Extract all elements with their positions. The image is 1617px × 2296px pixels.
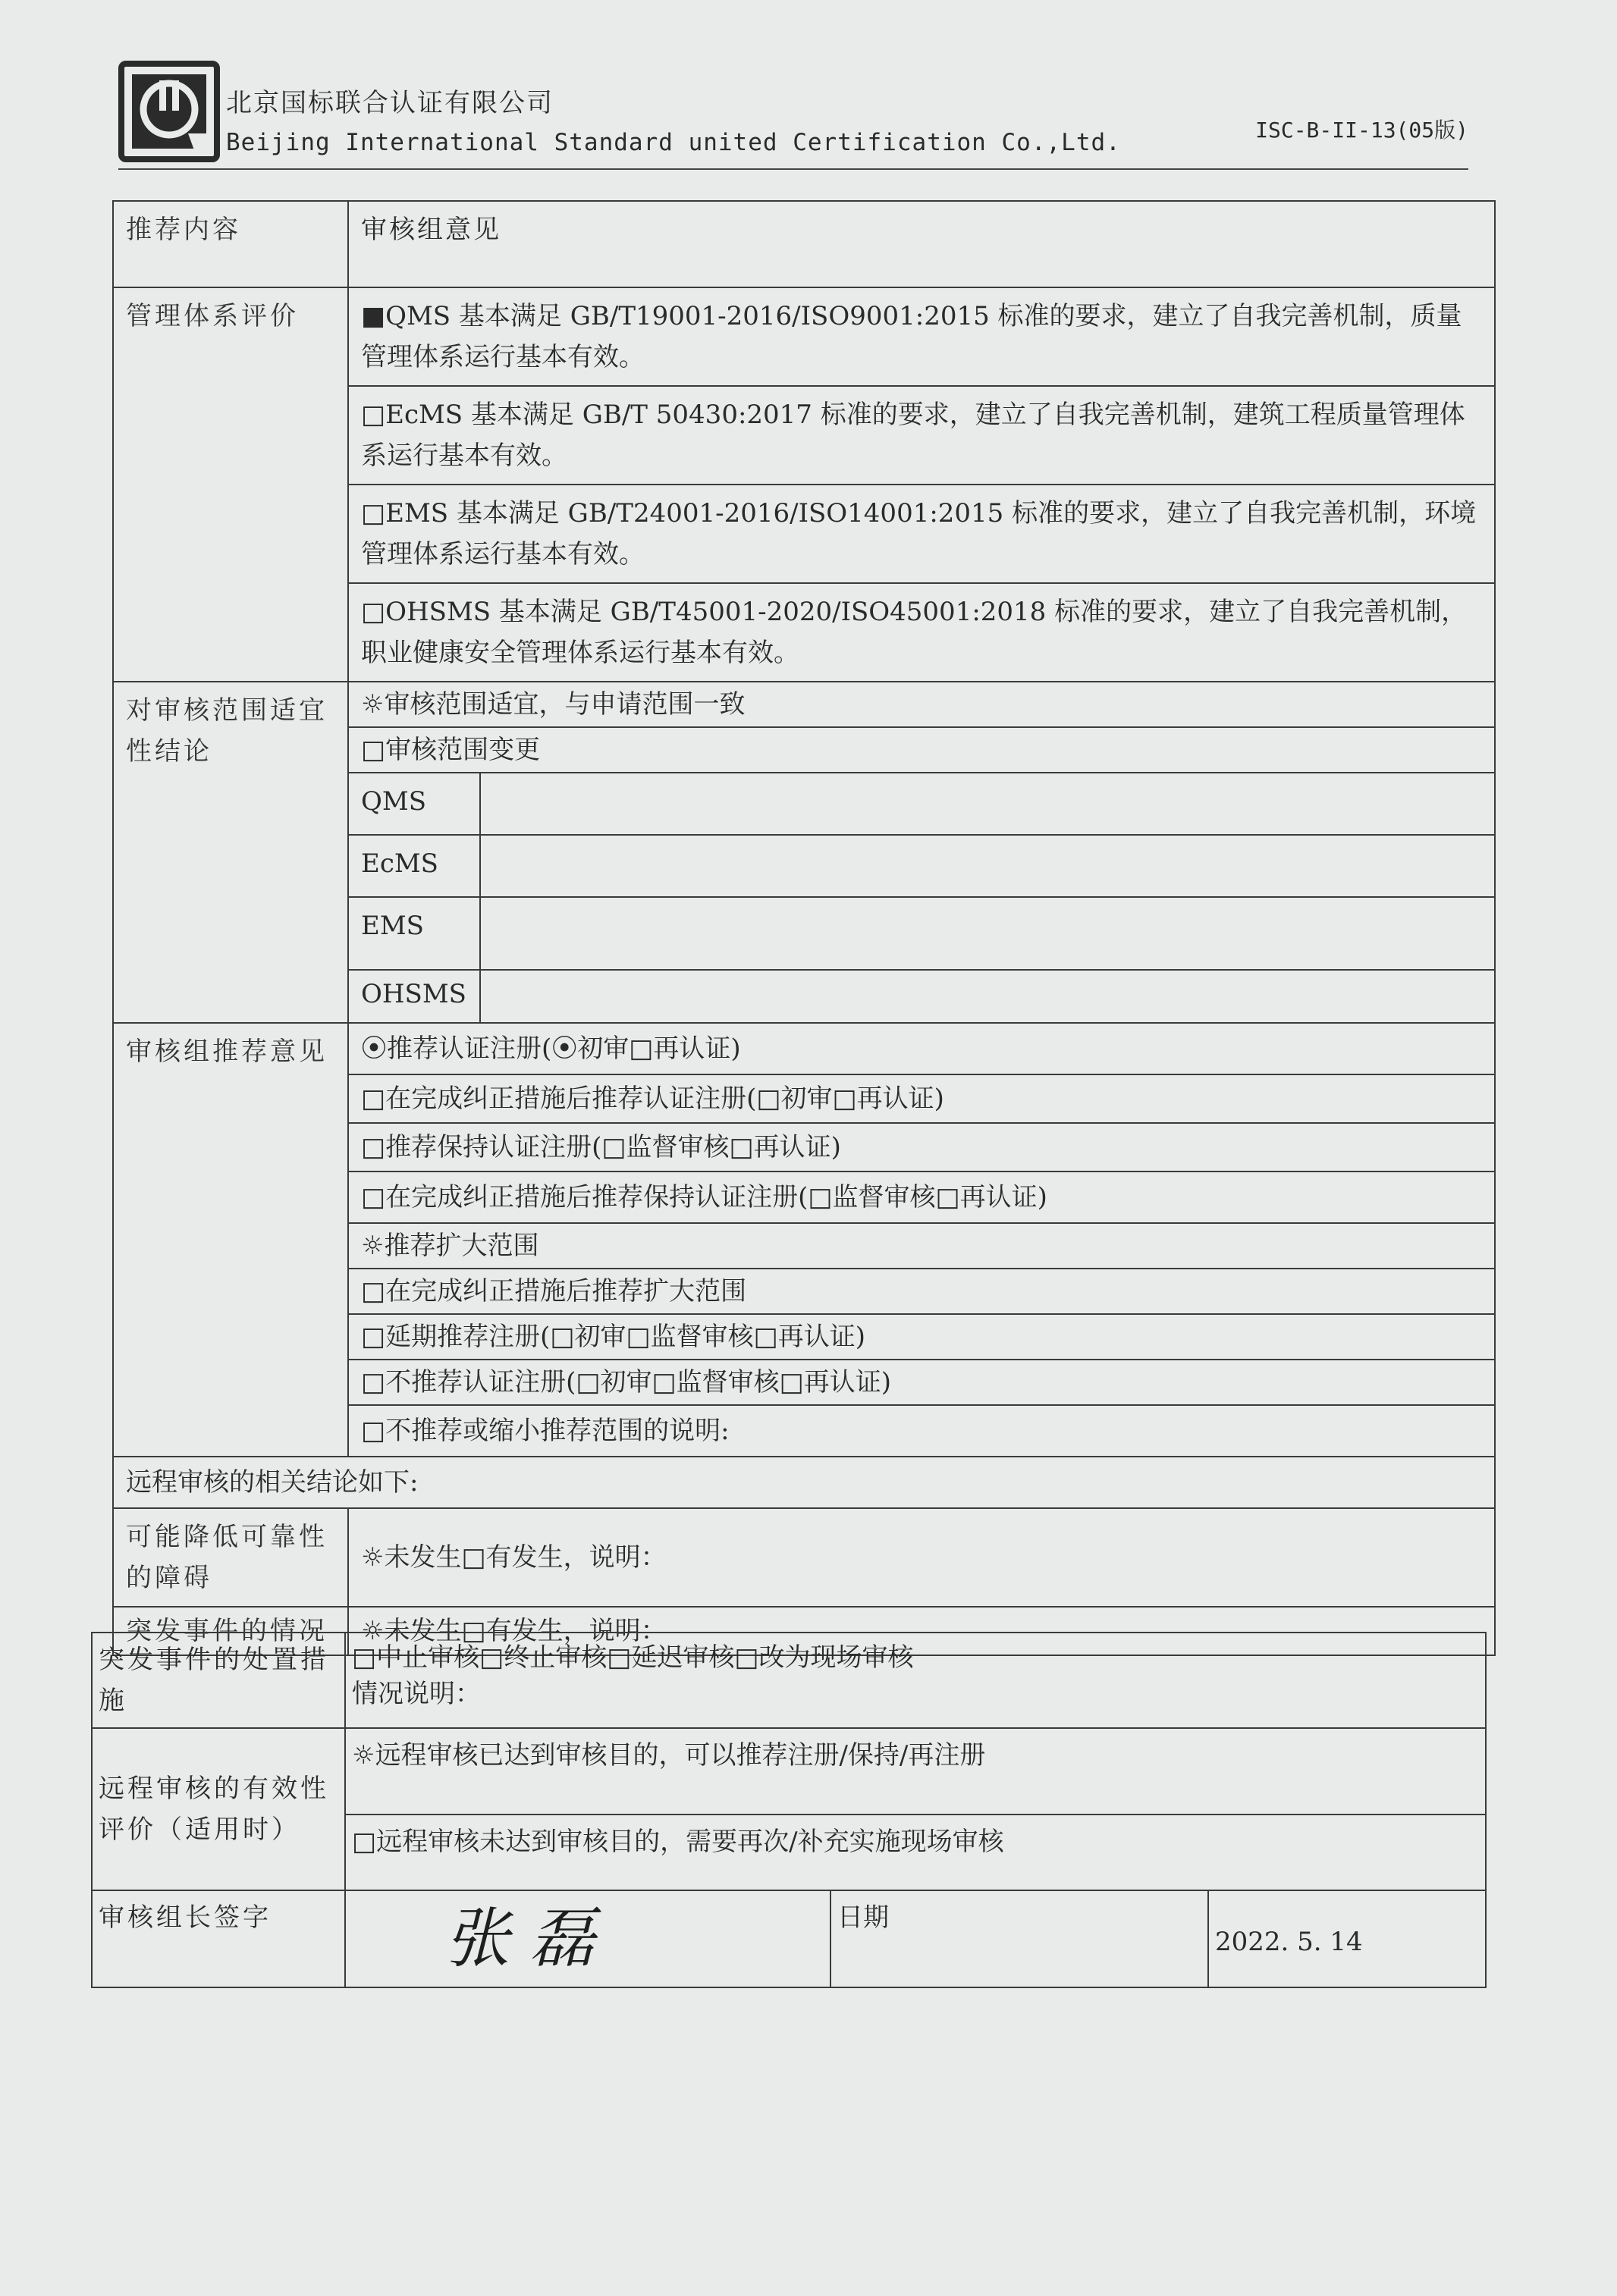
mgmt-item-ohsms: □OHSMS 基本满足 GB/T45001-2020/ISO45001:2018 标准的要求，建立了自我完善机制，职业健康安全管理体系运行基本有效。 [348, 583, 1495, 682]
recommend-item: ⦿推荐认证注册(⦿初审□再认证) [348, 1023, 1495, 1074]
leader-signature: 张磊 [345, 1890, 830, 1987]
recommend-item: □在完成纠正措施后推荐保持认证注册(□监督审核□再认证) [348, 1172, 1495, 1223]
measures-value: □中止审核□终止审核□延迟审核□改为现场审核 [352, 1642, 914, 1673]
obstacle-label: 可能降低可靠性的障碍 [113, 1508, 348, 1607]
column-header-opinion: 审核组意见 [348, 201, 1495, 287]
company-name-en: Beijing International Standard united Certification Co.,Ltd. [226, 129, 1121, 156]
company-logo-icon [118, 61, 220, 162]
recommend-item: □在完成纠正措施后推荐认证注册(□初审□再认证) [348, 1074, 1495, 1123]
scope-system-qms: QMS [348, 773, 480, 835]
remote-heading: 远程审核的相关结论如下: [113, 1457, 1495, 1508]
recommendation-table [112, 200, 1496, 1656]
validity-label: 远程审核的有效性评价（适用时） [92, 1728, 345, 1890]
mgmt-eval-label: 管理体系评价 [113, 287, 348, 682]
leader-sign-label: 审核组长签字 [92, 1890, 345, 1987]
incident-value: ☼未发生□有发生，说明： [348, 1607, 1495, 1655]
date-label: 日期 [830, 1890, 1208, 1987]
recommend-label: 审核组推荐意见 [113, 1023, 348, 1457]
company-name-cn: 北京国标联合认证有限公司 [226, 88, 554, 118]
scope-system-ems: EMS [348, 897, 480, 970]
measures-cell [345, 1633, 1486, 1728]
mgmt-item-ems: □EMS 基本满足 GB/T24001-2016/ISO14001:2015 标准的要求，建立了自我完善机制，环境管理体系运行基本有效。 [348, 485, 1495, 583]
scope-label: 对审核范围适宜性结论 [113, 682, 348, 1023]
incident-label: 突发事件的情况 [113, 1607, 348, 1655]
recommend-item: □不推荐或缩小推荐范围的说明: [348, 1405, 1495, 1457]
recommend-item: □推荐保持认证注册(□监督审核□再认证) [348, 1123, 1495, 1172]
validity-item-not-achieved: □远程审核未达到审核目的，需要再次/补充实施现场审核 [345, 1815, 1486, 1890]
scope-system-ecms: EcMS [348, 835, 480, 897]
document-code: ISC-B-II-13(05版) [1255, 118, 1468, 143]
scope-system-ohsms: OHSMS [348, 970, 480, 1023]
header-divider [118, 168, 1468, 170]
scope-item-changed: □审核范围变更 [348, 727, 1495, 773]
scope-ems-value [480, 897, 1495, 970]
recommend-item: □延期推荐注册(□初审□监督审核□再认证) [348, 1314, 1495, 1360]
mgmt-item-qms: ■QMS 基本满足 GB/T19001-2016/ISO9001:2015 标准的要求，建立了自我完善机制，质量管理体系运行基本有效。 [348, 287, 1495, 386]
mgmt-item-ecms: □EcMS 基本满足 GB/T 50430:2017 标准的要求，建立了自我完善机制，建筑工程质量管理体系运行基本有效。 [348, 386, 1495, 485]
validity-item-achieved: ☼远程审核已达到审核目的，可以推荐注册/保持/再注册 [345, 1728, 1486, 1815]
measures-note: 情况说明： [352, 1679, 481, 1709]
column-header-content: 推荐内容 [113, 201, 348, 287]
obstacle-value: ☼未发生□有发生，说明： [348, 1508, 1495, 1607]
measures-label: 突发事件的处置措施 [92, 1633, 345, 1728]
scope-ecms-value [480, 835, 1495, 897]
scope-qms-value [480, 773, 1495, 835]
recommend-item: □在完成纠正措施后推荐扩大范围 [348, 1269, 1495, 1314]
scope-item-appropriate: ☼审核范围适宜，与申请范围一致 [348, 682, 1495, 727]
date-value: 2022. 5. 14 [1208, 1890, 1486, 1987]
letterhead [118, 53, 1468, 167]
scope-ohsms-value [480, 970, 1495, 1023]
recommend-item: ☼推荐扩大范围 [348, 1223, 1495, 1269]
recommend-item: □不推荐认证注册(□初审□监督审核□再认证) [348, 1360, 1495, 1405]
remote-audit-table [91, 1632, 1487, 1988]
